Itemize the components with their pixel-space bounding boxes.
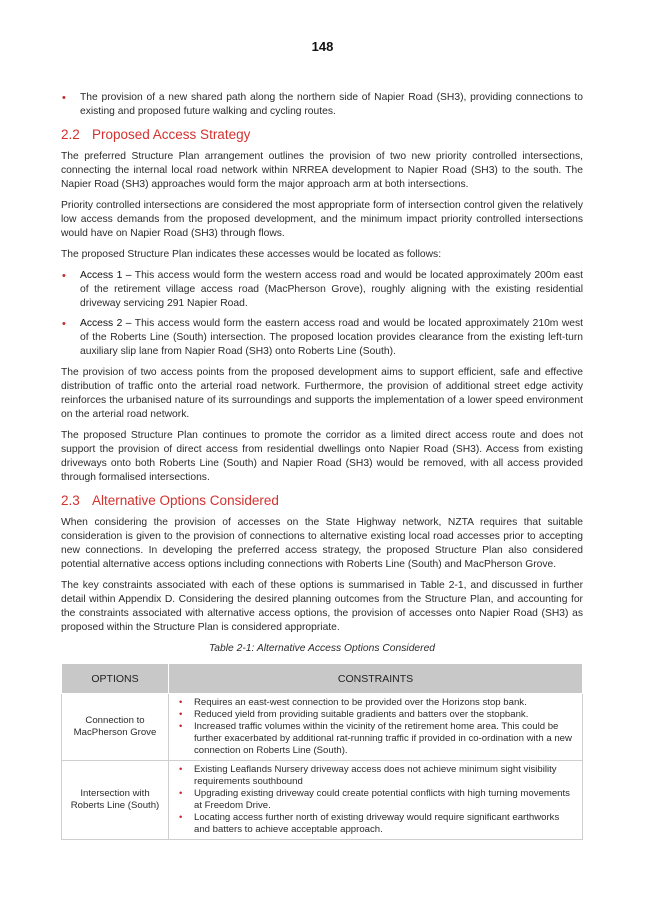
table-row	[62, 761, 583, 840]
column-header-constraints: CONSTRAINTS	[169, 664, 583, 694]
list-item	[175, 764, 574, 788]
alternative-options-table	[61, 663, 583, 840]
bullet-text: This access would form the western access road and would be located approximately 200m east of the retirement village access road (MacPherson Grove), roughly aligning with the existing residential driveway servicing 291 Napier Road.	[80, 270, 583, 309]
table-header-row	[62, 664, 583, 694]
constraints-cell	[169, 694, 583, 761]
constraint-text: Upgrading existing driveway could create potential conflicts with high turning movements at Freedom Drive.	[194, 788, 570, 811]
section-heading-2-3	[61, 492, 583, 509]
paragraph: The preferred Structure Plan arrangement outlines the provision of two new priority controlled intersections, connecting the internal local road network within NRREA development to Napier Road (SH3) to the south. The Napier Road (SH3) approaches would form the major approach arm at both intersections.	[61, 151, 583, 190]
list-item	[175, 697, 574, 709]
bullet-icon: •	[179, 764, 183, 775]
document-body	[61, 91, 583, 840]
bullet-lead: Access 1 –	[80, 270, 132, 281]
constraints-cell	[169, 761, 583, 840]
option-cell: Connection to MacPherson Grove	[62, 694, 169, 761]
list-item	[61, 91, 583, 119]
section-heading-2-2	[61, 126, 583, 143]
list-item	[61, 317, 583, 359]
column-header-options: OPTIONS	[62, 664, 169, 694]
constraint-text: Requires an east-west connection to be provided over the Horizons stop bank.	[194, 697, 527, 708]
option-cell: Intersection with Roberts Line (South)	[62, 761, 169, 840]
table-row	[62, 694, 583, 761]
bullet-icon: •	[179, 812, 183, 823]
access-bullet-list	[61, 269, 583, 359]
section-title: Alternative Options Considered	[92, 493, 279, 508]
list-item	[61, 269, 583, 311]
bullet-icon: •	[62, 270, 66, 282]
paragraph: The proposed Structure Plan indicates these accesses would be located as follows:	[61, 249, 442, 260]
bullet-icon: •	[179, 721, 183, 732]
paragraph: The proposed Structure Plan continues to promote the corridor as a limited direct access route and does not support the provision of direct access from residential dwellings onto Napier Road (SH3). Access from existing driveways onto both Roberts Line (South) and Napier Road (SH3) would be removed, with all access provided through formalised intersections.	[61, 430, 583, 483]
bullet-icon: •	[179, 697, 183, 708]
list-item	[175, 788, 574, 812]
paragraph: When considering the provision of accesses on the State Highway network, NZTA requires that suitable consideration is given to the provision of connections to alternative existing local road accesses prior to accepting new connections. In developing the preferred access strategy, the proposed Structure Plan also considered potential alternative access options including connections with Roberts Line (South) and MacPherson Grove.	[61, 517, 583, 570]
paragraph: The provision of two access points from the proposed development aims to support efficient, safe and effective distribution of traffic onto the arterial road network. Furthermore, the provision of additional street edge activity reinforces the urbanised nature of its surroundings and supports the implementation of a lower speed environment on the arterial road network.	[61, 367, 583, 420]
constraint-text: Existing Leaflands Nursery driveway access does not achieve minimum sight visibility requirements southbound	[194, 764, 557, 787]
intro-bullet-text: The provision of a new shared path along the northern side of Napier Road (SH3), providing connections to existing and proposed future walking and cycling routes.	[80, 92, 583, 117]
table-caption: Table 2-1: Alternative Access Options Considered	[208, 643, 436, 654]
bullet-icon: •	[179, 709, 183, 720]
bullet-icon: •	[179, 788, 183, 799]
list-item	[175, 812, 574, 836]
bullet-icon: •	[62, 318, 66, 330]
bullet-text: This access would form the eastern access road and would be located approximately 210m west of the Roberts Line (South) intersection. The proposed location provides clearance from the existing left-turn auxiliary slip lane from Napier Road (SH3) onto Roberts Line (South).	[80, 318, 583, 357]
bullet-icon: •	[62, 92, 66, 104]
paragraph: The key constraints associated with each of these options is summarised in Table 2-1, and discussed in further detail within Appendix D. Considering the desired planning outcomes from the Structure Plan, and accounting for the constraints associated with alternative access options, the provision of accesses onto Napier Road (SH3) as proposed within the Structure Plan is considered appropriate.	[61, 580, 583, 633]
constraint-text: Locating access further north of existing driveway would require significant earthworks and batters to achieve acceptable approach.	[194, 812, 560, 835]
page-number: 148	[311, 39, 334, 54]
list-item	[175, 709, 574, 721]
list-item	[175, 721, 574, 757]
constraint-text: Increased traffic volumes within the vicinity of the retirement home area. This could be further exacerbated by additional rat-running traffic if provided in co-ordination with a new connection on Roberts Line (South).	[194, 721, 572, 756]
section-title: Proposed Access Strategy	[92, 127, 251, 142]
paragraph: Priority controlled intersections are considered the most appropriate form of intersection control given the relatively low access demands from the proposed development, and the minimum impact priority controlled intersections would have on Napier Road (SH3) through flows.	[61, 200, 583, 239]
constraint-text: Reduced yield from providing suitable gradients and batters over the stopbank.	[194, 709, 529, 720]
intro-bullet-list	[61, 91, 583, 119]
section-number: 2.3	[61, 493, 80, 508]
section-number: 2.2	[61, 127, 80, 142]
bullet-lead: Access 2 –	[80, 318, 132, 329]
